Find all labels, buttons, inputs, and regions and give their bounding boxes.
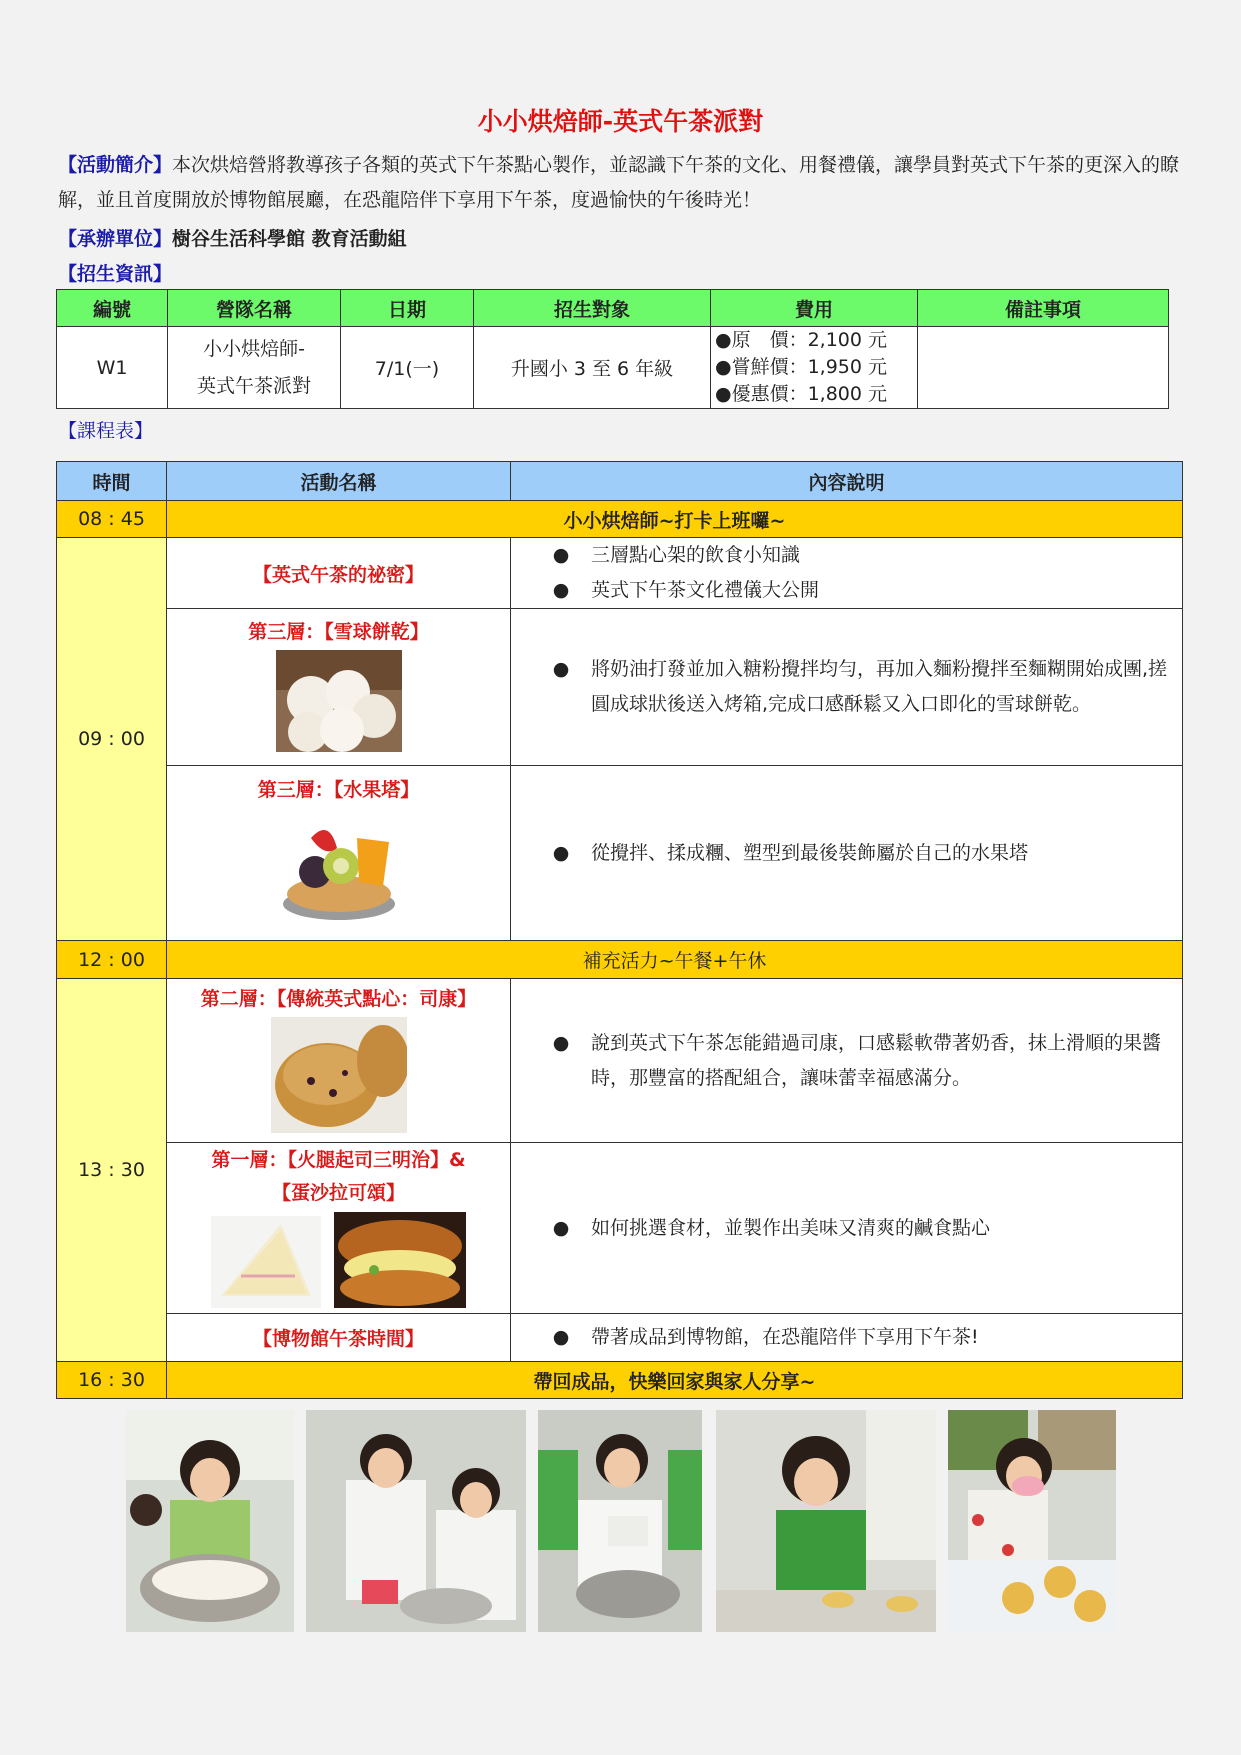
bullet-icon: ●: [552, 841, 570, 864]
photo-girl-masked: [948, 1410, 1116, 1632]
desc-line: 英式下午茶文化禮儀大公開: [591, 579, 820, 601]
table-row: [57, 979, 1183, 1143]
activity-museum-tea-desc: [511, 1314, 1183, 1362]
desc-text: 從攪拌、揉成糰、塑型到最後裝飾屬於自己的水果塔: [591, 841, 1029, 864]
bullet-icon: ●: [552, 579, 570, 601]
activity-fruit-tart-desc: [511, 766, 1183, 941]
activity-museum-tea: 【博物館午茶時間】: [167, 1314, 511, 1362]
cell-name-line1: 小小烘焙師-: [203, 337, 305, 360]
activity-scone-desc: [511, 979, 1183, 1143]
schedule-label-text: 【課程表】: [58, 420, 154, 442]
snowball-cookies-image: [276, 650, 402, 752]
activity-snowball-desc: [511, 609, 1183, 766]
enroll-label: [58, 259, 172, 286]
activity-photos: [126, 1410, 1116, 1632]
bullet-icon: ●: [552, 1031, 570, 1054]
cell-name: [168, 327, 341, 409]
cell-target: 升國小 3 至 6 年級: [474, 327, 711, 409]
table-row: [57, 1314, 1183, 1362]
table-row: [57, 1143, 1183, 1314]
activity-scone-title: 第二層：【傳統英式點心：司康】: [200, 987, 477, 1010]
photo-girl-tart: [716, 1410, 936, 1632]
time-0900: 09 : 00: [57, 538, 167, 941]
photo-chefs-cooking: [306, 1410, 526, 1632]
desc-line: 三層點心架的飲食小知識: [591, 544, 801, 566]
table-row: [57, 1362, 1183, 1399]
enroll-table: [56, 289, 1169, 409]
activity-snowball-title: 第三層：【雪球餅乾】: [248, 621, 429, 643]
activity-fruit-tart-title: 第三層：【水果塔】: [257, 779, 420, 801]
activity-savory-title-2: 【蛋沙拉可頌】: [271, 1182, 405, 1204]
table-row: [57, 327, 1169, 409]
time-1200: 12 : 00: [57, 941, 167, 979]
activity-takehome: 帶回成品，快樂回家與家人分享~: [167, 1362, 1183, 1399]
organizer-line: [58, 224, 407, 251]
organizer-label: 【承辦單位】: [58, 228, 173, 250]
activity-snowball: [167, 609, 511, 766]
cell-date: 7/1(一): [341, 327, 474, 409]
enroll-label-text: 【招生資訊】: [58, 263, 173, 285]
header-fee: 費用: [711, 290, 918, 327]
schedule-table: [56, 461, 1183, 1399]
activity-secret: 【英式午茶的祕密】: [167, 538, 511, 609]
page-title: 小小烘焙師-英式午茶派對: [477, 107, 764, 136]
time-0845: 08 : 45: [57, 501, 167, 538]
table-row: [57, 538, 1183, 609]
time-1330: 13 : 30: [57, 979, 167, 1362]
desc-text: 說到英式下午茶怎能錯過司康，口感鬆軟帶著奶香，抹上滑順的果醬時，那豐富的搭配組合，讓味蕾幸福感滿分。: [591, 1031, 1162, 1089]
time-1630: 16 : 30: [57, 1362, 167, 1399]
bullet-icon: ●: [552, 658, 570, 680]
cell-name-line2: 英式午茶派對: [196, 374, 311, 397]
intro-label: 【活動簡介】: [58, 154, 173, 176]
fee-original: ●原 價：2,100 元: [715, 329, 888, 351]
header-content: 內容說明: [511, 462, 1183, 501]
header-note: 備註事項: [918, 290, 1169, 327]
desc-text: 將奶油打發並加入糖粉攪拌均勻，再加入麵粉攪拌至麵糊開始成團,搓圓成球狀後送入烤箱,完成口感酥鬆又入口即化的雪球餅乾。: [591, 658, 1168, 715]
cell-note: [918, 327, 1169, 409]
activity-secret-desc: [511, 538, 1183, 609]
cell-id: W1: [57, 327, 168, 409]
desc-text: 如何挑選食材，並製作出美味又清爽的鹹食點心: [591, 1216, 991, 1239]
cell-fee: [711, 327, 918, 409]
activity-fruit-tart: [167, 766, 511, 941]
bullet-icon: ●: [552, 544, 570, 566]
header-id: 編號: [57, 290, 168, 327]
sandwich-image: [211, 1216, 321, 1308]
activity-scone: [167, 979, 511, 1143]
bullet-icon: ●: [552, 1216, 570, 1239]
table-row: [57, 766, 1183, 941]
bullet-icon: ●: [552, 1326, 570, 1348]
table-row: [57, 609, 1183, 766]
activity-savory-title-1: 第一層：【火腿起司三明治】&: [211, 1149, 466, 1171]
organizer-name: 樹谷生活科學館 教育活動組: [172, 228, 407, 250]
table-row: [57, 941, 1183, 979]
photo-girl-mixing: [126, 1410, 294, 1632]
scone-image: [271, 1017, 407, 1133]
header-time: 時間: [57, 462, 167, 501]
table-row: [57, 501, 1183, 538]
fee-early: ●嘗鮮價：1,950 元: [715, 356, 888, 378]
photo-mixer: [538, 1410, 702, 1632]
header-target: 招生對象: [474, 290, 711, 327]
intro-paragraph: [58, 148, 1186, 218]
egg-croissant-image: [334, 1212, 466, 1308]
header-date: 日期: [341, 290, 474, 327]
header-name: 營隊名稱: [168, 290, 341, 327]
fruit-tart-image: [271, 808, 407, 926]
header-activity: 活動名稱: [167, 462, 511, 501]
intro-text: 本次烘焙營將教導孩子各類的英式下午茶點心製作，並認識下午茶的文化、用餐禮儀，讓學員對英式下午茶的更深入的瞭解，並且首度開放於博物館展廳，在恐龍陪伴下享用下午茶，度過愉快的午後時光！: [58, 154, 1180, 211]
fee-discount: ●優惠價：1,800 元: [715, 383, 888, 405]
schedule-label: [58, 416, 153, 443]
activity-savory-desc: [511, 1143, 1183, 1314]
desc-text: 帶著成品到博物館，在恐龍陪伴下享用下午茶!: [591, 1326, 979, 1348]
activity-savory: [167, 1143, 511, 1314]
activity-checkin: 小小烘焙師~打卡上班囉~: [167, 501, 1183, 538]
activity-lunch: 補充活力~午餐+午休: [167, 941, 1183, 979]
